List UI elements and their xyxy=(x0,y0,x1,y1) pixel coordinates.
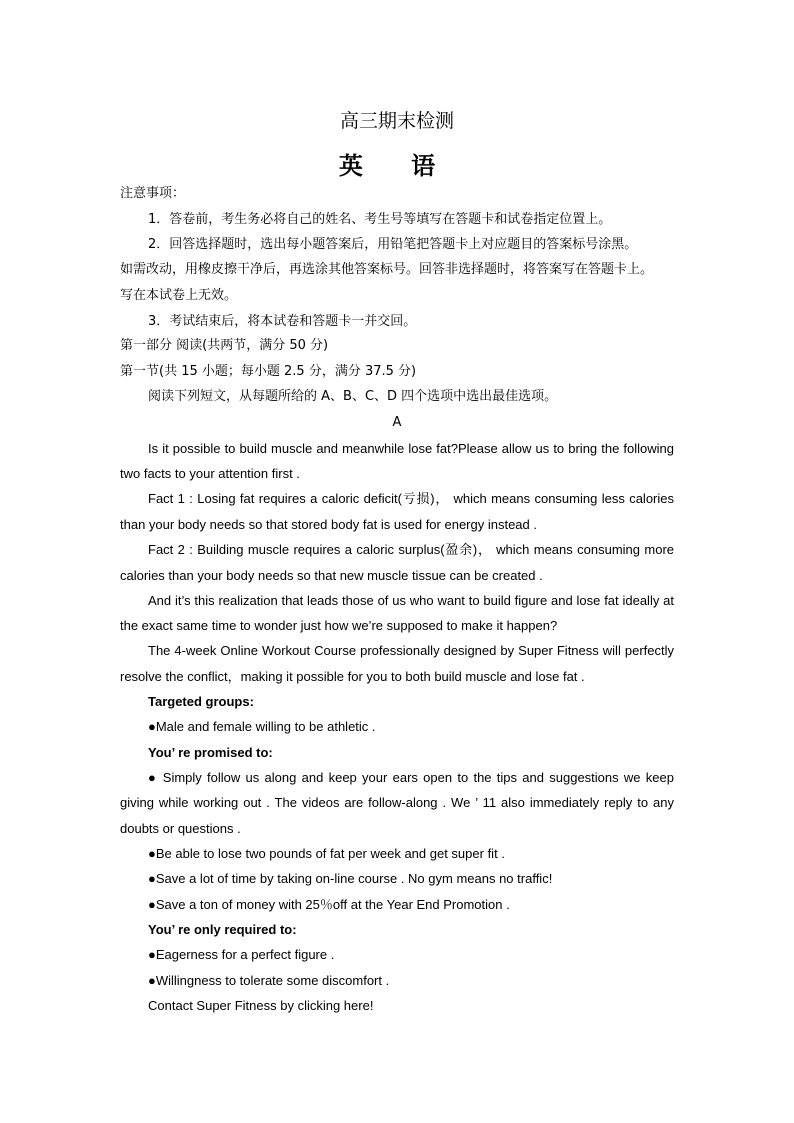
notice-item-2-line-1: 2．回答选择题时，选出每小题答案后，用铅笔把答题卡上对应题目的答案标号涂黑。 xyxy=(148,237,638,252)
promised-item-2: ●Be able to lose two pounds of fat per week and get super fit . xyxy=(148,846,505,861)
notice-item-2-line-2: 如需改动，用橡皮擦干净后，再选涂其他答案标号。回答非选择题时，将答案写在答题卡上。 xyxy=(120,262,654,277)
paragraph-4-line-1: And it’s this realization that leads those of us who want to build figure and lose fat ideally at xyxy=(148,593,674,608)
paragraph-5-line-1: The 4-week Online Workout Course professionally designed by Super Fitness will perfectly xyxy=(148,643,674,658)
paragraph-3-line-2: calories than your body needs so that new muscle tissue can be created . xyxy=(120,568,543,583)
promised-heading: You’ re promised to: xyxy=(148,745,273,760)
instruction: 阅读下列短文，从每题所给的 A、B、C、D 四个选项中选出最佳选项。 xyxy=(148,389,558,404)
section-heading: 第一节(共 15 小题；每小题 2.5 分，满分 37.5 分) xyxy=(120,364,417,379)
notice-item-1: 1．答卷前，考生务必将自己的姓名、考生号等填写在答题卡和试卷指定位置上。 xyxy=(148,212,612,227)
required-item-1: ●Eagerness for a perfect figure . xyxy=(148,947,335,962)
part-heading: 第一部分 阅读(共两节，满分 50 分) xyxy=(120,338,329,353)
paragraph-2-line-2: than your body needs so that stored body fat is used for energy instead . xyxy=(120,517,537,532)
paragraph-1-line-1: Is it possible to build muscle and meanwhile lose fat?Please allow us to bring the following xyxy=(148,441,674,456)
notice-item-2-line-3: 写在本试卷上无效。 xyxy=(120,288,238,303)
notice-heading: 注意事项： xyxy=(120,186,186,201)
promised-item-4: ●Save a ton of money with 25％off at the Year End Promotion . xyxy=(148,897,510,912)
promised-item-3: ●Save a lot of time by taking on-line course . No gym means no traffic! xyxy=(148,871,553,886)
required-heading: You’ re only required to: xyxy=(148,922,297,937)
paragraph-4-line-2: the exact same time to wonder just how we’re supposed to make it happen? xyxy=(120,618,558,633)
paragraph-3-line-1: Fact 2 : Building muscle requires a caloric surplus(盈余)， which means consuming more xyxy=(148,542,674,557)
targeted-groups-item: ●Male and female willing to be athletic . xyxy=(148,719,376,734)
targeted-groups-heading: Targeted groups: xyxy=(148,694,254,709)
contact-line: Contact Super Fitness by clicking here! xyxy=(148,998,374,1013)
paragraph-1-line-2: two facts to your attention first . xyxy=(120,466,300,481)
passage-label: A xyxy=(392,415,402,430)
paragraph-5-line-2: resolve the conflict，making it possible for you to both build muscle and lose fat . xyxy=(120,669,585,684)
notice-item-3: 3．考试结束后，将本试卷和答题卡一并交回。 xyxy=(148,314,417,329)
promised-item-1-line-2: giving while working out . The videos are follow-along . We ’ 11 also immediately reply to any xyxy=(120,795,674,810)
exam-title: 高三期末检测 xyxy=(339,110,454,132)
promised-item-1-line-3: doubts or questions . xyxy=(120,821,241,836)
paragraph-2-line-1: Fact 1 : Losing fat requires a caloric deficit(亏损)， which means consuming less calories xyxy=(148,491,674,506)
required-item-2: ●Willingness to tolerate some discomfort . xyxy=(148,973,390,988)
subject-title: 英 语 xyxy=(338,152,456,180)
promised-item-1-line-1: ● Simply follow us along and keep your ears open to the tips and suggestions we keep xyxy=(148,770,674,785)
